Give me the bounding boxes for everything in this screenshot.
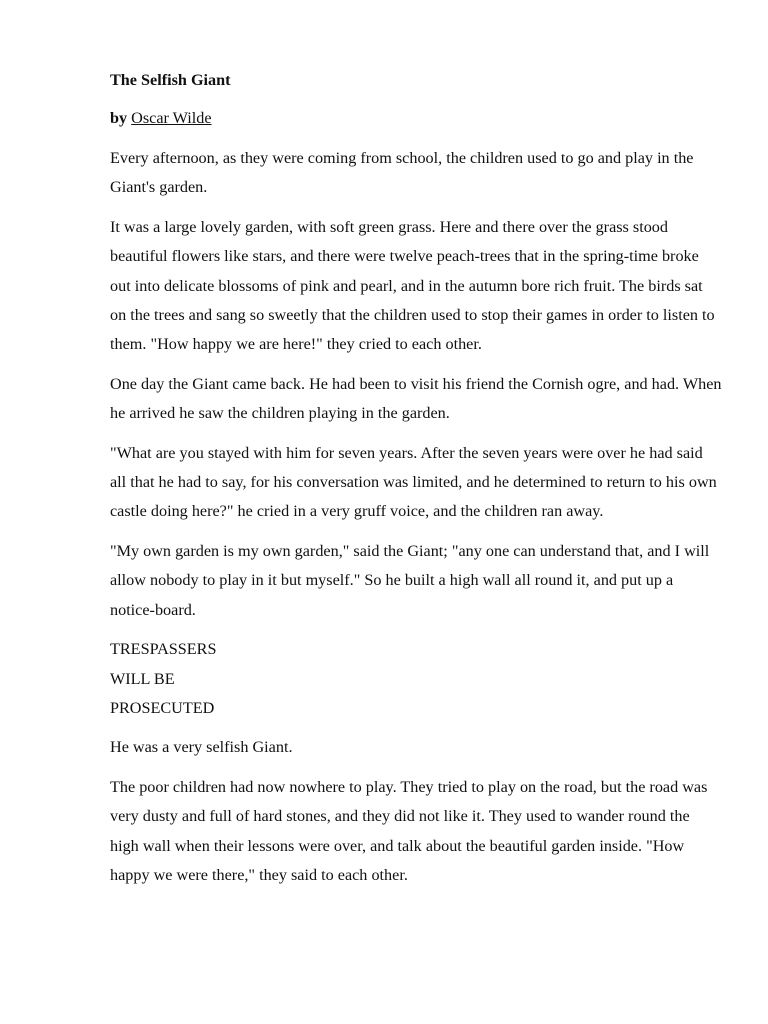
paragraph: "What are you stayed with him for seven years. After the seven years were over he had said all that he had to say, for his conversation was limited, and he determined to return to his own castle doing here?" he cried in a very gruff voice, and the children ran away. [110,443,717,521]
paragraph: It was a large lovely garden, with soft green grass. Here and there over the grass stood beautiful flowers like stars, and there were twelve peach-trees that in the spring-time broke out into delicate blossoms of pink and pearl, and in the autumn bore rich fruit. The birds sat on the trees and sang so sweetly that the children used to stop their games in order to listen to them. "How happy we are here!" they cried to each other. [110,217,715,354]
paragraph: He was a very selfish Giant. [110,738,293,757]
byline [110,106,722,130]
by-label: by [110,109,128,127]
notice-line: TRESPASSERS [110,640,217,659]
notice-line: PROSECUTED [110,698,215,717]
paragraph: Every afternoon, as they were coming from school, the children used to go and play in the Giant's garden. [110,149,694,197]
paragraph: "My own garden is my own garden," said the Giant; "any one can understand that, and I will allow nobody to play in it but myself." So he built a high wall all round it, and put up a notice-board. [110,541,710,619]
notice-line: WILL BE [110,669,175,688]
document-title: The Selfish Giant [110,71,231,89]
paragraph: One day the Giant came back. He had been to visit his friend the Cornish ogre, and had. When he arrived he saw the children playing in the garden. [110,374,722,423]
paragraph: The poor children had now nowhere to play. They tried to play on the road, but the road was very dusty and full of hard stones, and they did not like it. They used to wander round the high wall when their lessons were over, and talk about the beautiful garden inside. "How happy we were there," they said to each other. [110,777,708,884]
notice-board-text [110,635,722,723]
author-link[interactable]: Oscar Wilde [131,109,212,127]
document-page [110,68,722,900]
